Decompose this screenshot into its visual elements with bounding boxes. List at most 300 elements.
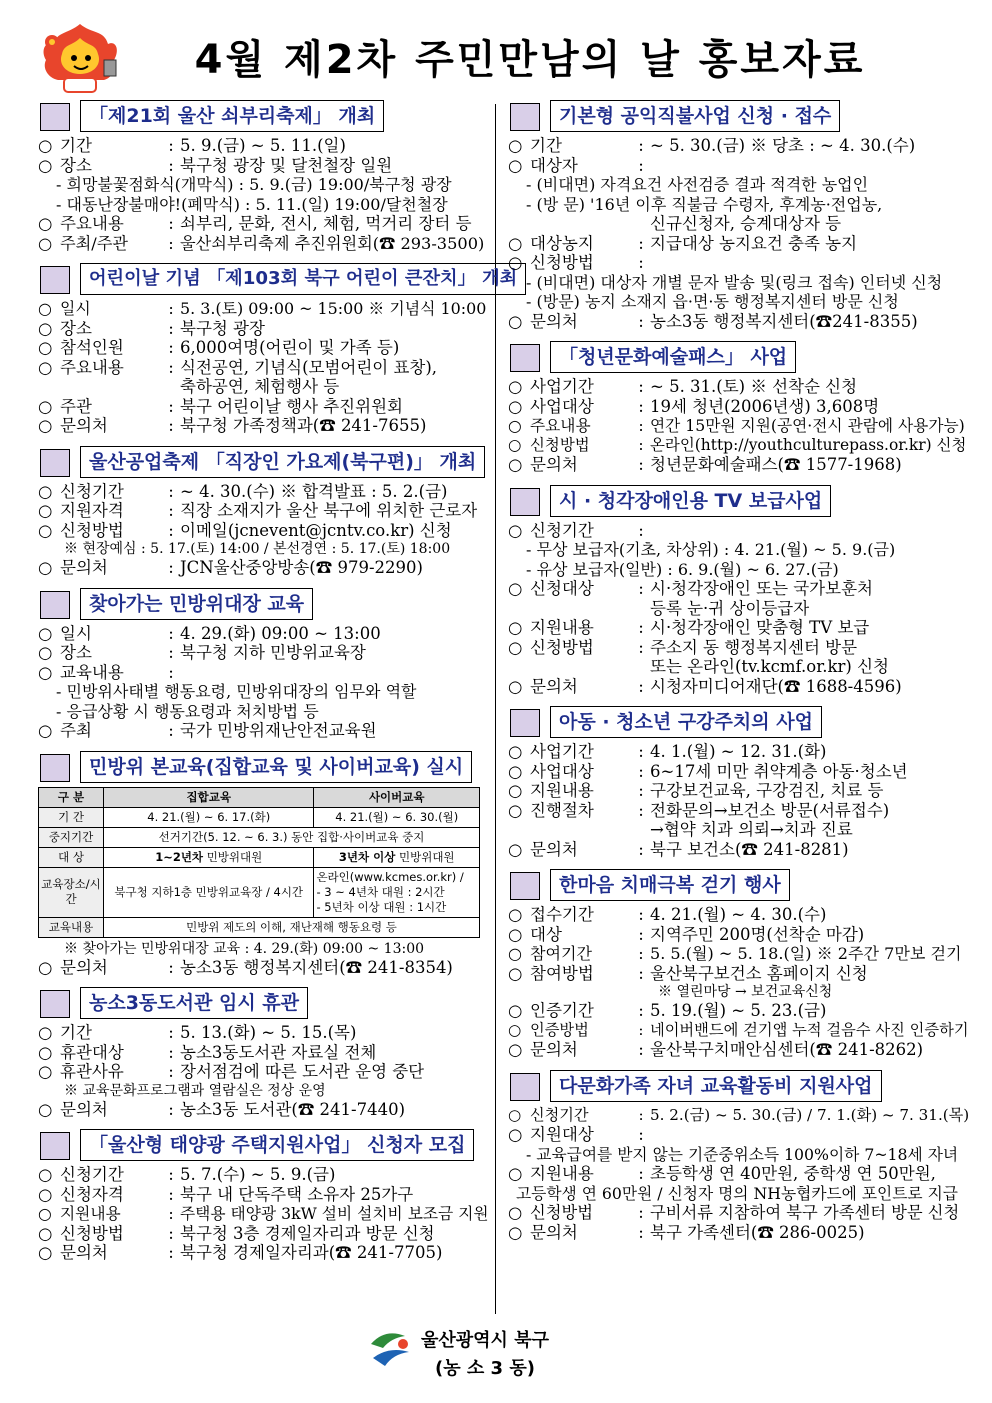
info-label: 신청방법 [530,435,590,454]
info-row [38,299,487,319]
colon-separator: : [638,520,644,540]
bullet-circle-icon: ○ [508,396,523,416]
info-label: 신청방법 [530,637,594,657]
info-value: 농소3동도서관 자료실 전체 [180,1042,377,1062]
info-value: ~ 5. 31.(토) ※ 선착순 신청 [650,377,858,396]
info-label: 기간 [60,1023,92,1042]
info-label: 문의처 [60,416,108,435]
colon-separator: : [168,1223,174,1243]
info-row [508,742,958,762]
info-subitem: - (비대면) 자격요건 사전검증 결과 적격한 농업인 [526,175,869,194]
info-value: 시·청각장애인 또는 국가보훈처 [650,579,873,598]
info-label: 신청방법 [530,1203,593,1222]
table-cell [104,847,314,867]
colon-separator: : [168,233,174,253]
colon-separator: : [638,311,644,331]
bullet-circle-icon: ○ [38,558,53,577]
info-value: 장서점검에 따른 도서관 운영 중단 [180,1062,425,1081]
bullet-circle-icon: ○ [38,299,52,318]
bullet-circle-icon: ○ [508,781,523,800]
info-row [38,1204,489,1224]
notice-section [38,263,518,436]
colon-separator: : [638,944,644,963]
info-note: ※ 교육문화프로그램과 열람실은 정상 운영 [64,1082,326,1099]
info-label: 지원대상 [530,1125,594,1144]
page-title: 4월 제2차 주민만남의 날 홍보자료 [194,37,866,83]
footer-org: 울산광역시 북구 [421,1330,549,1351]
bullet-circle-icon: ○ [508,944,523,963]
bullet-circle-icon: ○ [38,501,53,520]
info-row [508,1020,969,1041]
colon-separator: : [638,155,644,175]
notice-section [508,706,958,859]
info-label: 주요내용 [60,357,124,377]
section-marker-square [510,872,540,900]
bullet-circle-icon: ○ [508,905,523,924]
info-row [38,643,482,663]
info-row [508,416,965,436]
colon-separator: : [638,963,644,983]
bullet-circle-icon: ○ [508,839,523,859]
info-value: 북구청 경제일자리과(☎ 241-7705) [180,1243,443,1262]
info-row [38,1023,482,1043]
table-row-label: 교육내용 [39,917,104,937]
bullet-circle-icon: ○ [38,520,53,540]
info-label: 사업기간 [530,742,594,761]
colon-separator: : [638,839,644,859]
table-cell: 선거기간(5. 12. ~ 6. 3.) 동안 집합·사이버교육 중지 [104,827,480,847]
info-subitem: - 교육급여를 받지 않는 기준중위소득 100%이하 7~18세 자녀 [526,1144,959,1164]
info-value: 북구 어린이날 행사 추진위원회 [180,396,403,416]
section-marker-square [40,591,70,619]
section-marker-square [510,1073,540,1101]
info-row [38,338,482,358]
education-table [38,787,480,938]
info-row [508,1203,958,1223]
info-label: 참여기간 [530,944,593,963]
info-value: 초등학생 연 40만원, 중학생 연 50만원, [650,1164,936,1183]
bullet-circle-icon: ○ [508,233,523,253]
info-value: ~ 4. 30.(수) ※ 합격발표 : 5. 2.(금) [180,481,448,501]
info-label: 인증방법 [530,1020,589,1039]
info-note: ※ 찾아가는 민방위대장 교육 : 4. 29.(화) 09:00 ~ 13:00 [64,940,425,957]
colon-separator: : [168,957,174,977]
table-cell [314,867,480,917]
info-value: 이메일(jcnevent@jcntv.co.kr) 신청 [180,520,452,540]
info-label: 신청기간 [530,1105,589,1124]
bullet-circle-icon: ○ [508,676,523,696]
info-row [508,312,958,332]
bullet-circle-icon: ○ [38,136,53,155]
bullet-circle-icon: ○ [508,579,523,598]
notice-section [38,100,485,253]
info-row [508,253,958,273]
colon-separator: : [168,299,174,318]
info-row [38,214,482,234]
bullet-circle-icon: ○ [508,1125,523,1144]
table-header-cell: 집합교육 [104,787,314,807]
colon-separator: : [168,1042,174,1062]
info-label: 지원내용 [530,781,594,800]
colon-separator: : [168,558,174,577]
info-row [508,1223,958,1243]
notice-section [508,100,958,331]
bullet-circle-icon: ○ [508,253,523,272]
info-row [38,521,482,541]
info-label: 진행절차 [530,800,594,820]
info-row [508,1105,970,1126]
notice-section [508,485,958,697]
info-value: 5. 5.(월) ~ 5. 18.(일) ※ 2주간 7만보 걷기 [650,944,962,963]
info-row [508,377,958,397]
info-label: 참여방법 [530,963,594,983]
colon-separator: : [638,435,644,454]
info-row [508,638,958,658]
section-heading: 아동 · 청소년 구강주치의 사업 [550,706,822,738]
colon-separator: : [168,1184,174,1204]
info-value: 5. 9.(금) ~ 5. 11.(일) [180,136,346,155]
info-row [508,1040,958,1060]
section-header [508,869,958,901]
info-label: 주요내용 [60,214,124,233]
info-row [508,801,958,821]
info-value: 농소3동 행정복지센터(☎241-8355) [650,311,918,331]
info-value: 시·청각장애인 맞춤형 TV 보급 [650,618,870,637]
info-label: 문의처 [60,957,108,977]
info-subitem: - (방 문) '16년 이후 직불금 수령자, 후계농·전업농, [526,194,883,214]
info-value: 네이버밴드에 걷기앱 누적 걸음수 사진 인증하기 [650,1020,969,1039]
info-label: 일시 [60,299,91,318]
colon-separator: : [168,623,174,643]
bullet-circle-icon: ○ [508,924,523,944]
section-marker-square [510,488,540,516]
table-cell: 북구청 지하1층 민방위교육장 / 4시간 [104,867,314,917]
info-label: 일시 [60,623,92,643]
table-cell-bold: 3년차 이상 [338,849,396,864]
bullet-circle-icon: ○ [38,481,53,501]
section-header [508,485,958,517]
info-row [38,1100,482,1120]
section-marker-square [40,990,70,1018]
colon-separator: : [168,396,174,416]
bullet-circle-icon: ○ [38,1204,52,1223]
notice-section [38,987,482,1119]
footer [365,1320,625,1390]
info-value: 온라인(http://youthculturepass.or.kr) 신청 [650,435,967,454]
colon-separator: : [638,924,644,944]
info-row [38,358,482,378]
mascot-fire-character-icon [34,20,126,96]
info-label: 지원내용 [530,1164,594,1183]
colon-separator: : [638,1040,644,1059]
colon-separator: : [168,643,174,662]
table-row-label: 기 간 [39,807,104,827]
bullet-circle-icon: ○ [508,311,523,331]
info-label: 장소 [60,318,92,338]
info-label: 주관 [60,396,92,416]
info-value: 5. 13.(화) ~ 5. 15.(목) [180,1023,357,1042]
info-label: 지원자격 [60,501,124,520]
colon-separator: : [638,742,644,761]
info-value: 4. 21.(월) ~ 4. 30.(수) [650,905,827,924]
info-value: 울산북구치매안심센터(☎ 241-8262) [650,1040,924,1059]
section-header [508,1070,958,1102]
info-row [38,663,482,683]
info-label: 문의처 [530,1222,578,1242]
table-cell-bold: 1~2년차 [155,849,204,864]
bullet-circle-icon: ○ [508,1222,523,1242]
info-label: 문의처 [60,1243,108,1262]
info-value: 주소지 동 행정복지센터 방문 [650,637,858,657]
table-row [39,827,480,847]
info-continuation: 또는 온라인(tv.kcmf.or.kr) 신청 [650,657,889,676]
info-value: 지역주민 200명(선착순 마감) [650,924,865,944]
info-row [38,1243,482,1263]
notice-section [38,446,482,578]
info-row [508,781,958,801]
notice-section [508,1070,970,1243]
colon-separator: : [168,1099,174,1119]
colon-separator: : [638,637,644,657]
info-label: 주최 [60,721,92,740]
info-row [38,136,482,156]
section-marker-square [40,1132,70,1160]
info-subitem: - 민방위사태별 행동요령, 민방위대장의 임무와 역할 [56,682,417,701]
info-row [508,136,958,156]
right-column [508,100,970,1252]
bullet-circle-icon: ○ [508,1020,522,1039]
section-heading: 시 · 청각장애인용 TV 보급사업 [550,485,831,517]
bullet-circle-icon: ○ [508,637,523,657]
info-label: 장소 [60,155,92,175]
info-label: 문의처 [530,455,578,474]
notice-section [38,751,482,978]
info-value: 북구 보건소(☎ 241-8281) [650,839,849,859]
bullet-circle-icon: ○ [508,155,523,175]
info-row [508,905,958,925]
info-row [38,1043,482,1063]
info-label: 신청자격 [60,1184,124,1204]
info-row [508,455,958,475]
info-label: 문의처 [60,1099,108,1119]
info-label: 신청기간 [60,481,124,501]
info-row [38,624,482,644]
table-row [39,847,480,867]
table-cell: 4. 21.(월) ~ 6. 17.(화) [104,807,314,827]
info-value: 구비서류 지참하여 북구 가족센터 방문 신청 [650,1203,960,1222]
colon-separator: : [638,1105,644,1124]
colon-separator: : [168,338,174,357]
info-row [508,1164,958,1184]
info-row [38,958,482,978]
bullet-circle-icon: ○ [38,957,53,977]
info-row [38,1165,482,1185]
info-value: 5. 7.(수) ~ 5. 9.(금) [180,1165,336,1184]
info-row [38,233,485,254]
bullet-circle-icon: ○ [38,1165,53,1184]
section-marker-square [510,103,540,131]
bullet-circle-icon: ○ [508,742,523,761]
info-row [38,156,482,176]
section-header [38,100,482,132]
info-subitem: - (방문) 농지 소재지 읍·면·동 행정복지센터 방문 신청 [526,292,899,311]
info-label: 주최/주관 [60,233,129,253]
colon-separator: : [638,579,644,598]
colon-separator: : [638,1125,644,1144]
info-value: 식전공연, 기념식(모범어린이 표창), [180,357,437,377]
table-cell [314,847,480,867]
section-heading: 「울산형 태양광 주택지원사업」 신청자 모집 [80,1129,474,1161]
colon-separator: : [168,662,174,682]
bullet-circle-icon: ○ [508,416,522,435]
section-header [508,706,958,738]
colon-separator: : [638,761,644,781]
section-marker-square [40,449,70,477]
info-row [508,964,958,984]
info-row [38,501,482,521]
info-value [650,521,958,541]
section-header [38,263,518,295]
colon-separator: : [638,377,644,396]
info-label: 기간 [530,136,562,155]
info-value: 연간 15만원 지원(공연·전시 관람에 사용가능) [650,416,965,435]
info-row [508,1125,958,1145]
colon-separator: : [168,136,174,155]
section-heading: 다문화가족 자녀 교육활동비 지원사업 [550,1070,882,1102]
colon-separator: : [638,800,644,820]
bullet-circle-icon: ○ [38,1099,53,1119]
info-value: 쇠부리, 문화, 전시, 체험, 먹거리 장터 등 [180,214,472,233]
info-label: 문의처 [530,839,578,859]
table-header-cell: 구 분 [39,787,104,807]
table-row [39,867,480,917]
colon-separator: : [638,1203,644,1222]
bullet-circle-icon: ○ [38,1023,53,1042]
colon-separator: : [638,455,644,474]
info-row [508,234,958,254]
bullet-circle-icon: ○ [508,618,523,637]
bullet-circle-icon: ○ [38,643,53,662]
table-cell-line: - 3 ~ 4년차 대원 : 2시간 [316,884,445,899]
colon-separator: : [638,1222,644,1242]
section-marker-square [40,754,70,782]
info-label: 신청방법 [60,520,124,540]
bullet-circle-icon: ○ [38,396,53,416]
info-label: 사업대상 [530,761,594,781]
colon-separator: : [638,618,644,637]
info-row [508,579,958,599]
section-heading: 한마음 치매극복 걷기 행사 [550,869,790,901]
colon-separator: : [638,136,644,155]
section-header [38,588,482,620]
section-heading: 민방위 본교육(집합교육 및 사이버교육) 실시 [80,751,472,783]
info-label: 신청방법 [60,1223,124,1243]
bullet-circle-icon: ○ [38,1062,53,1081]
colon-separator: : [168,721,174,740]
section-marker-square [510,709,540,737]
colon-separator: : [168,501,174,520]
bullet-circle-icon: ○ [38,1243,53,1262]
info-value: 북구청 광장 및 달천철장 일원 [180,155,393,175]
info-value: 4. 1.(월) ~ 12. 31.(화) [650,742,827,761]
bullet-circle-icon: ○ [38,155,53,175]
bullet-circle-icon: ○ [38,662,53,682]
section-heading: 기본형 공익직불사업 신청 · 접수 [550,100,840,132]
info-row [508,762,958,782]
bullet-circle-icon: ○ [508,1001,523,1020]
info-label: 참석인원 [60,338,124,357]
table-cell: 4. 21.(월) ~ 6. 30.(월) [314,807,480,827]
bullet-circle-icon: ○ [38,233,53,253]
colon-separator: : [638,781,644,800]
info-value: 북구 내 단독주택 소유자 25가구 [180,1184,414,1204]
section-header [38,446,482,478]
colon-separator: : [638,253,644,272]
bullet-circle-icon: ○ [508,1040,523,1059]
table-cell: 민방위 제도의 이해, 재난재해 행동요령 등 [104,917,480,937]
info-value: 구강보건교육, 구강검진, 치료 등 [650,781,884,800]
table-row [39,807,480,827]
colon-separator: : [168,520,174,540]
section-heading: 어린이날 기념 「제103회 북구 어린이 큰잔치」 개최 [80,263,526,295]
info-row [508,944,962,964]
info-value: 주택용 태양광 3kW 설비 설치비 보조금 지원 [180,1204,489,1223]
colon-separator: : [168,357,174,377]
info-value [650,156,958,176]
info-value: 지급대상 농지요건 충족 농지 [650,233,858,253]
info-row [508,435,967,456]
section-marker-square [40,103,70,131]
bullet-circle-icon: ○ [508,1203,523,1222]
info-row [38,1224,482,1244]
info-subitem: - 응급상황 시 행동요령과 처치방법 등 [56,701,319,721]
info-value: 5. 3.(토) 09:00 ~ 15:00 ※ 기념식 10:00 [180,299,487,318]
colon-separator: : [638,1164,644,1183]
bullet-circle-icon: ○ [508,761,523,781]
info-row [508,840,958,860]
info-label: 교육내용 [60,662,124,682]
info-label: 신청기간 [530,520,594,540]
footer-dept: (농 소 3 동) [435,1358,535,1379]
bullet-circle-icon: ○ [38,318,53,338]
info-value: 청년문화예술패스(☎ 1577-1968) [650,455,902,474]
info-value: 직장 소재지가 울산 북구에 위치한 근로자 [180,501,478,520]
bullet-circle-icon: ○ [38,721,53,740]
bullet-circle-icon: ○ [38,214,53,233]
colon-separator: : [638,1020,644,1039]
table-row-label: 교육장소/시간 [39,867,104,917]
bullet-circle-icon: ○ [38,416,53,435]
colon-separator: : [168,416,174,435]
bullet-circle-icon: ○ [508,800,523,820]
info-label: 문의처 [530,1040,578,1059]
colon-separator: : [638,233,644,253]
info-row [38,397,482,417]
section-header [38,1129,482,1161]
info-continuation: 등록 눈·귀 상이등급자 [650,598,810,618]
bullet-circle-icon: ○ [508,1105,522,1124]
info-value: 북구청 가족정책과(☎ 241-7655) [180,416,427,435]
info-subitem: - 무상 보급자(기초, 차상위) : 4. 21.(월) ~ 5. 9.(금) [526,540,896,559]
info-value: 북구 가족센터(☎ 286-0025) [650,1222,865,1242]
info-value: 전화문의→보건소 방문(서류접수) [650,800,890,820]
info-label: 사업기간 [530,377,594,396]
bullet-circle-icon: ○ [38,623,53,643]
info-row [508,618,958,638]
info-continuation: 신규신청자, 승계대상자 등 [650,214,842,233]
bullet-circle-icon: ○ [38,338,53,357]
bullet-circle-icon: ○ [508,377,523,396]
